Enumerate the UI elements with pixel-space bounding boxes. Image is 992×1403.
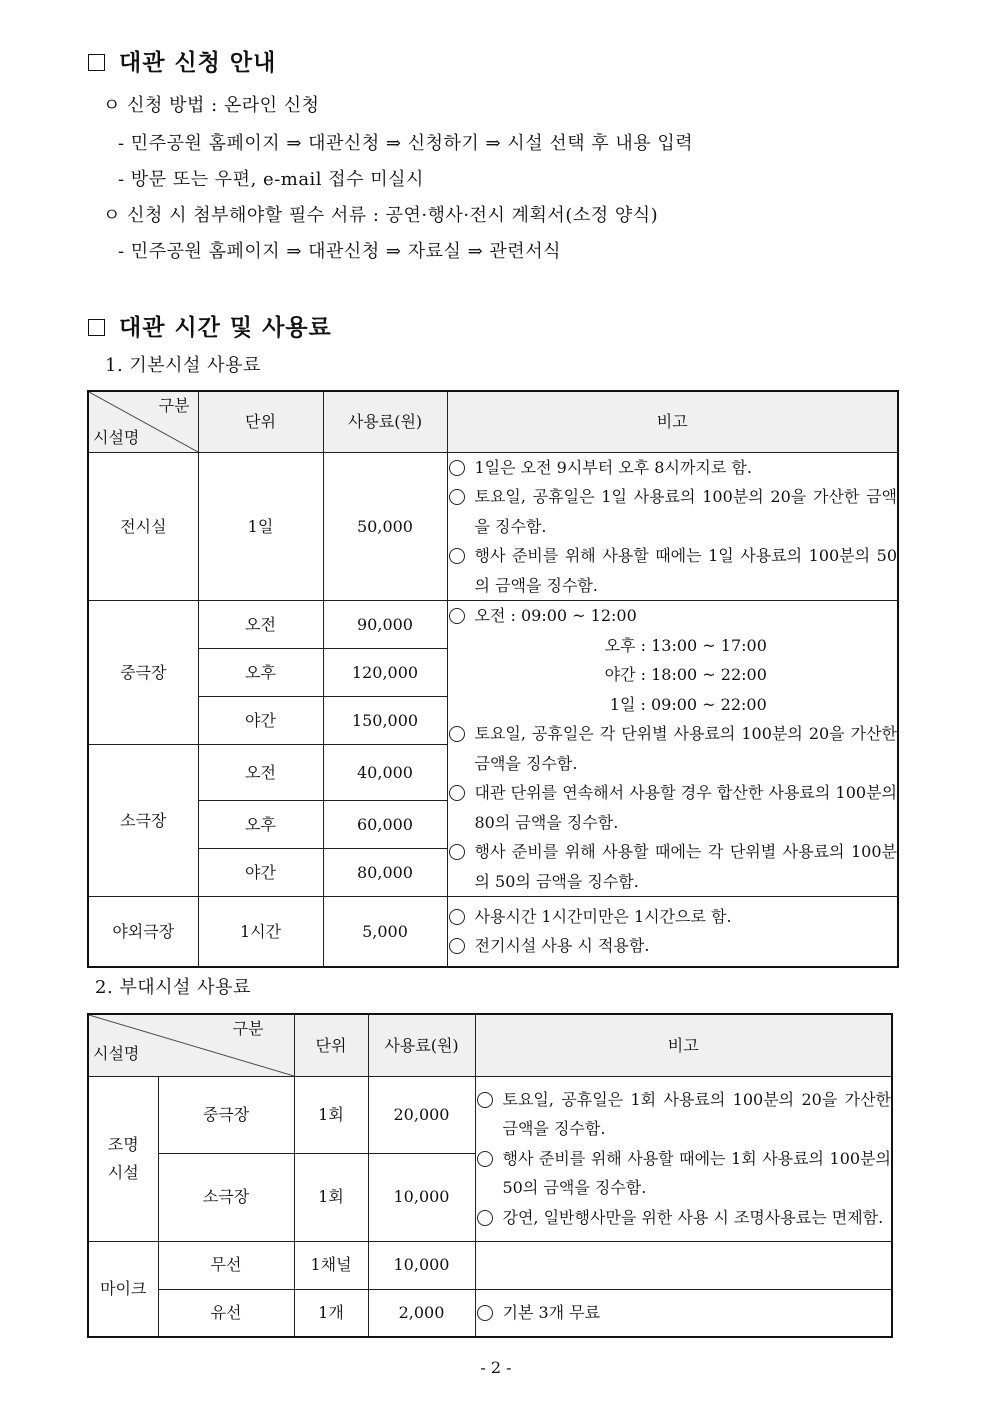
lighting-label-line1: 조명 [107,1135,139,1155]
time-line: 야간 : 18:00 ~ 22:00 [604,665,767,684]
facility-lighting [88,1076,158,1241]
sub-title-basic-fees: 1. 기본시설 사용료 [105,355,261,376]
circle-bullet-icon [477,1210,493,1226]
fee-header: 사용료(원) [368,1014,475,1076]
facility-outdoor-theater: 야외극장 [88,897,198,967]
lighting-note-cell [475,1076,892,1241]
note-cell [475,1241,892,1289]
corner-top-label: 구분 [158,396,190,415]
table-row [88,1076,892,1153]
fee-cell: 150,000 [323,697,447,745]
fee-header: 사용료(원) [323,391,447,452]
unit-cell: 1시간 [198,897,323,967]
corner-header-cell [88,391,198,452]
lighting-label-line2: 시설 [107,1162,139,1182]
time-line: 오후 : 13:00 ~ 17:00 [604,635,767,655]
note-item: 행사 준비를 위해 사용할 때에는 각 단위별 사용료의 100분의 50의 금액을 징수함. [448,837,898,896]
note-item: 토요일, 공휴일은 1일 사용료의 100분의 20을 가산한 금액을 징수함. [448,482,898,541]
note-header: 비고 [447,391,898,452]
fee-cell: 5,000 [323,897,447,967]
fee-cell: 2,000 [368,1289,475,1337]
fee-cell: 120,000 [323,649,447,697]
page-number: - 2 - [480,1358,512,1377]
facility-medium-theater: 중극장 [88,601,198,745]
note-item: 1일은 오전 9시부터 오후 8시까지로 함. [448,453,898,483]
note-header: 비고 [475,1014,892,1076]
fee-cell: 20,000 [368,1076,475,1153]
extra-fee-table [87,1013,893,1338]
note-item: 토요일, 공휴일은 각 단위별 사용료의 100분의 20을 가산한 금액을 징수함. [448,719,898,778]
table-row [88,1241,892,1289]
note-cell [475,1289,892,1337]
circle-bullet-icon [477,1305,493,1321]
fee-cell: 50,000 [323,452,447,601]
application-steps-line: - 민주공원 홈페이지 ⇒ 대관신청 ⇒ 신청하기 ⇒ 시설 선택 후 내용 입력 [118,133,694,154]
note-item: 행사 준비를 위해 사용할 때에는 1회 사용료의 100분의 50의 금액을 징수함. [476,1144,892,1203]
note-item: 사용시간 1시간미만은 1시간으로 함. [448,902,898,932]
circle-bullet-icon [449,608,465,624]
unit-cell: 오후 [198,649,323,697]
sub-title-extra-fees: 2. 부대시설 사용료 [95,977,251,998]
section-title-application: 대관 신청 안내 [88,44,276,77]
note-cell [447,452,898,601]
unit-cell: 1회 [294,1153,368,1241]
note-item: 기본 3개 무료 [476,1298,892,1328]
circle-bullet-icon [449,460,465,476]
facility-exhibition: 전시실 [88,452,198,601]
application-method-line: ㅇ 신청 방법 : 온라인 신청 [103,95,320,116]
unit-cell: 야간 [198,697,323,745]
basic-fee-table [87,390,899,968]
table-row [88,601,898,649]
unit-header: 단위 [294,1014,368,1076]
circle-bullet-icon [449,726,465,742]
unit-cell: 1개 [294,1289,368,1337]
fee-cell: 90,000 [323,601,447,649]
fee-cell: 10,000 [368,1153,475,1241]
circle-bullet-icon [449,844,465,860]
table-row [88,1289,892,1337]
sub-facility-cell: 무선 [158,1241,294,1289]
circle-bullet-icon [449,548,465,564]
sub-facility-cell: 유선 [158,1289,294,1337]
unit-cell: 1회 [294,1076,368,1153]
note-item: 강연, 일반행사만을 위한 사용 시 조명사용료는 면제함. [476,1203,892,1233]
circle-bullet-icon [477,1092,493,1108]
unit-cell: 오전 [198,601,323,649]
corner-top-label: 구분 [232,1019,264,1038]
note-item: 대관 단위를 연속해서 사용할 경우 합산한 사용료의 100분의 80의 금액을 징수함. [448,778,898,837]
table-header-row [88,391,898,452]
facility-small-theater: 소극장 [88,745,198,897]
section-title-fees: 대관 시간 및 사용료 [88,309,332,342]
corner-bottom-label: 시설명 [93,1044,140,1064]
note-cell [447,897,898,967]
sub-facility-cell: 중극장 [158,1076,294,1153]
circle-bullet-icon [477,1151,493,1167]
theater-note-cell [447,601,898,897]
time-line: 1일 : 09:00 ~ 22:00 [604,694,767,714]
required-docs-line: ㅇ 신청 시 첨부해야할 필수 서류 : 공연·행사·전시 계획서(소정 양식) [103,205,659,226]
circle-bullet-icon [449,938,465,954]
table-row [88,452,898,601]
note-item: 전기시설 사용 시 적용함. [448,931,898,961]
table-row [88,897,898,967]
corner-header-cell [88,1014,294,1076]
corner-bottom-label: 시설명 [93,428,140,448]
fee-cell: 40,000 [323,745,447,801]
note-item: 토요일, 공휴일은 1회 사용료의 100분의 20을 가산한 금액을 징수함. [476,1085,892,1144]
no-visit-line: - 방문 또는 우편, e-mail 접수 미실시 [118,169,424,190]
sub-facility-cell: 소극장 [158,1153,294,1241]
table-header-row [88,1014,892,1076]
note-item: 오전 : 09:00 ~ 12:00 [448,601,898,631]
facility-mic: 마이크 [88,1241,158,1337]
fee-cell: 60,000 [323,801,447,849]
note-item: 행사 준비를 위해 사용할 때에는 1일 사용료의 100분의 50의 금액을 징수함. [448,541,898,600]
circle-bullet-icon [449,489,465,505]
checkbox-square-icon [88,319,105,336]
unit-header: 단위 [198,391,323,452]
unit-cell: 오전 [198,745,323,801]
unit-cell: 오후 [198,801,323,849]
fee-cell: 80,000 [323,849,447,897]
circle-bullet-icon [449,909,465,925]
docs-steps-line: - 민주공원 홈페이지 ⇒ 대관신청 ⇒ 자료실 ⇒ 관련서식 [118,241,561,262]
unit-cell: 야간 [198,849,323,897]
circle-bullet-icon [449,785,465,801]
checkbox-square-icon [88,54,105,71]
fee-cell: 10,000 [368,1241,475,1289]
unit-cell: 1채널 [294,1241,368,1289]
unit-cell: 1일 [198,452,323,601]
